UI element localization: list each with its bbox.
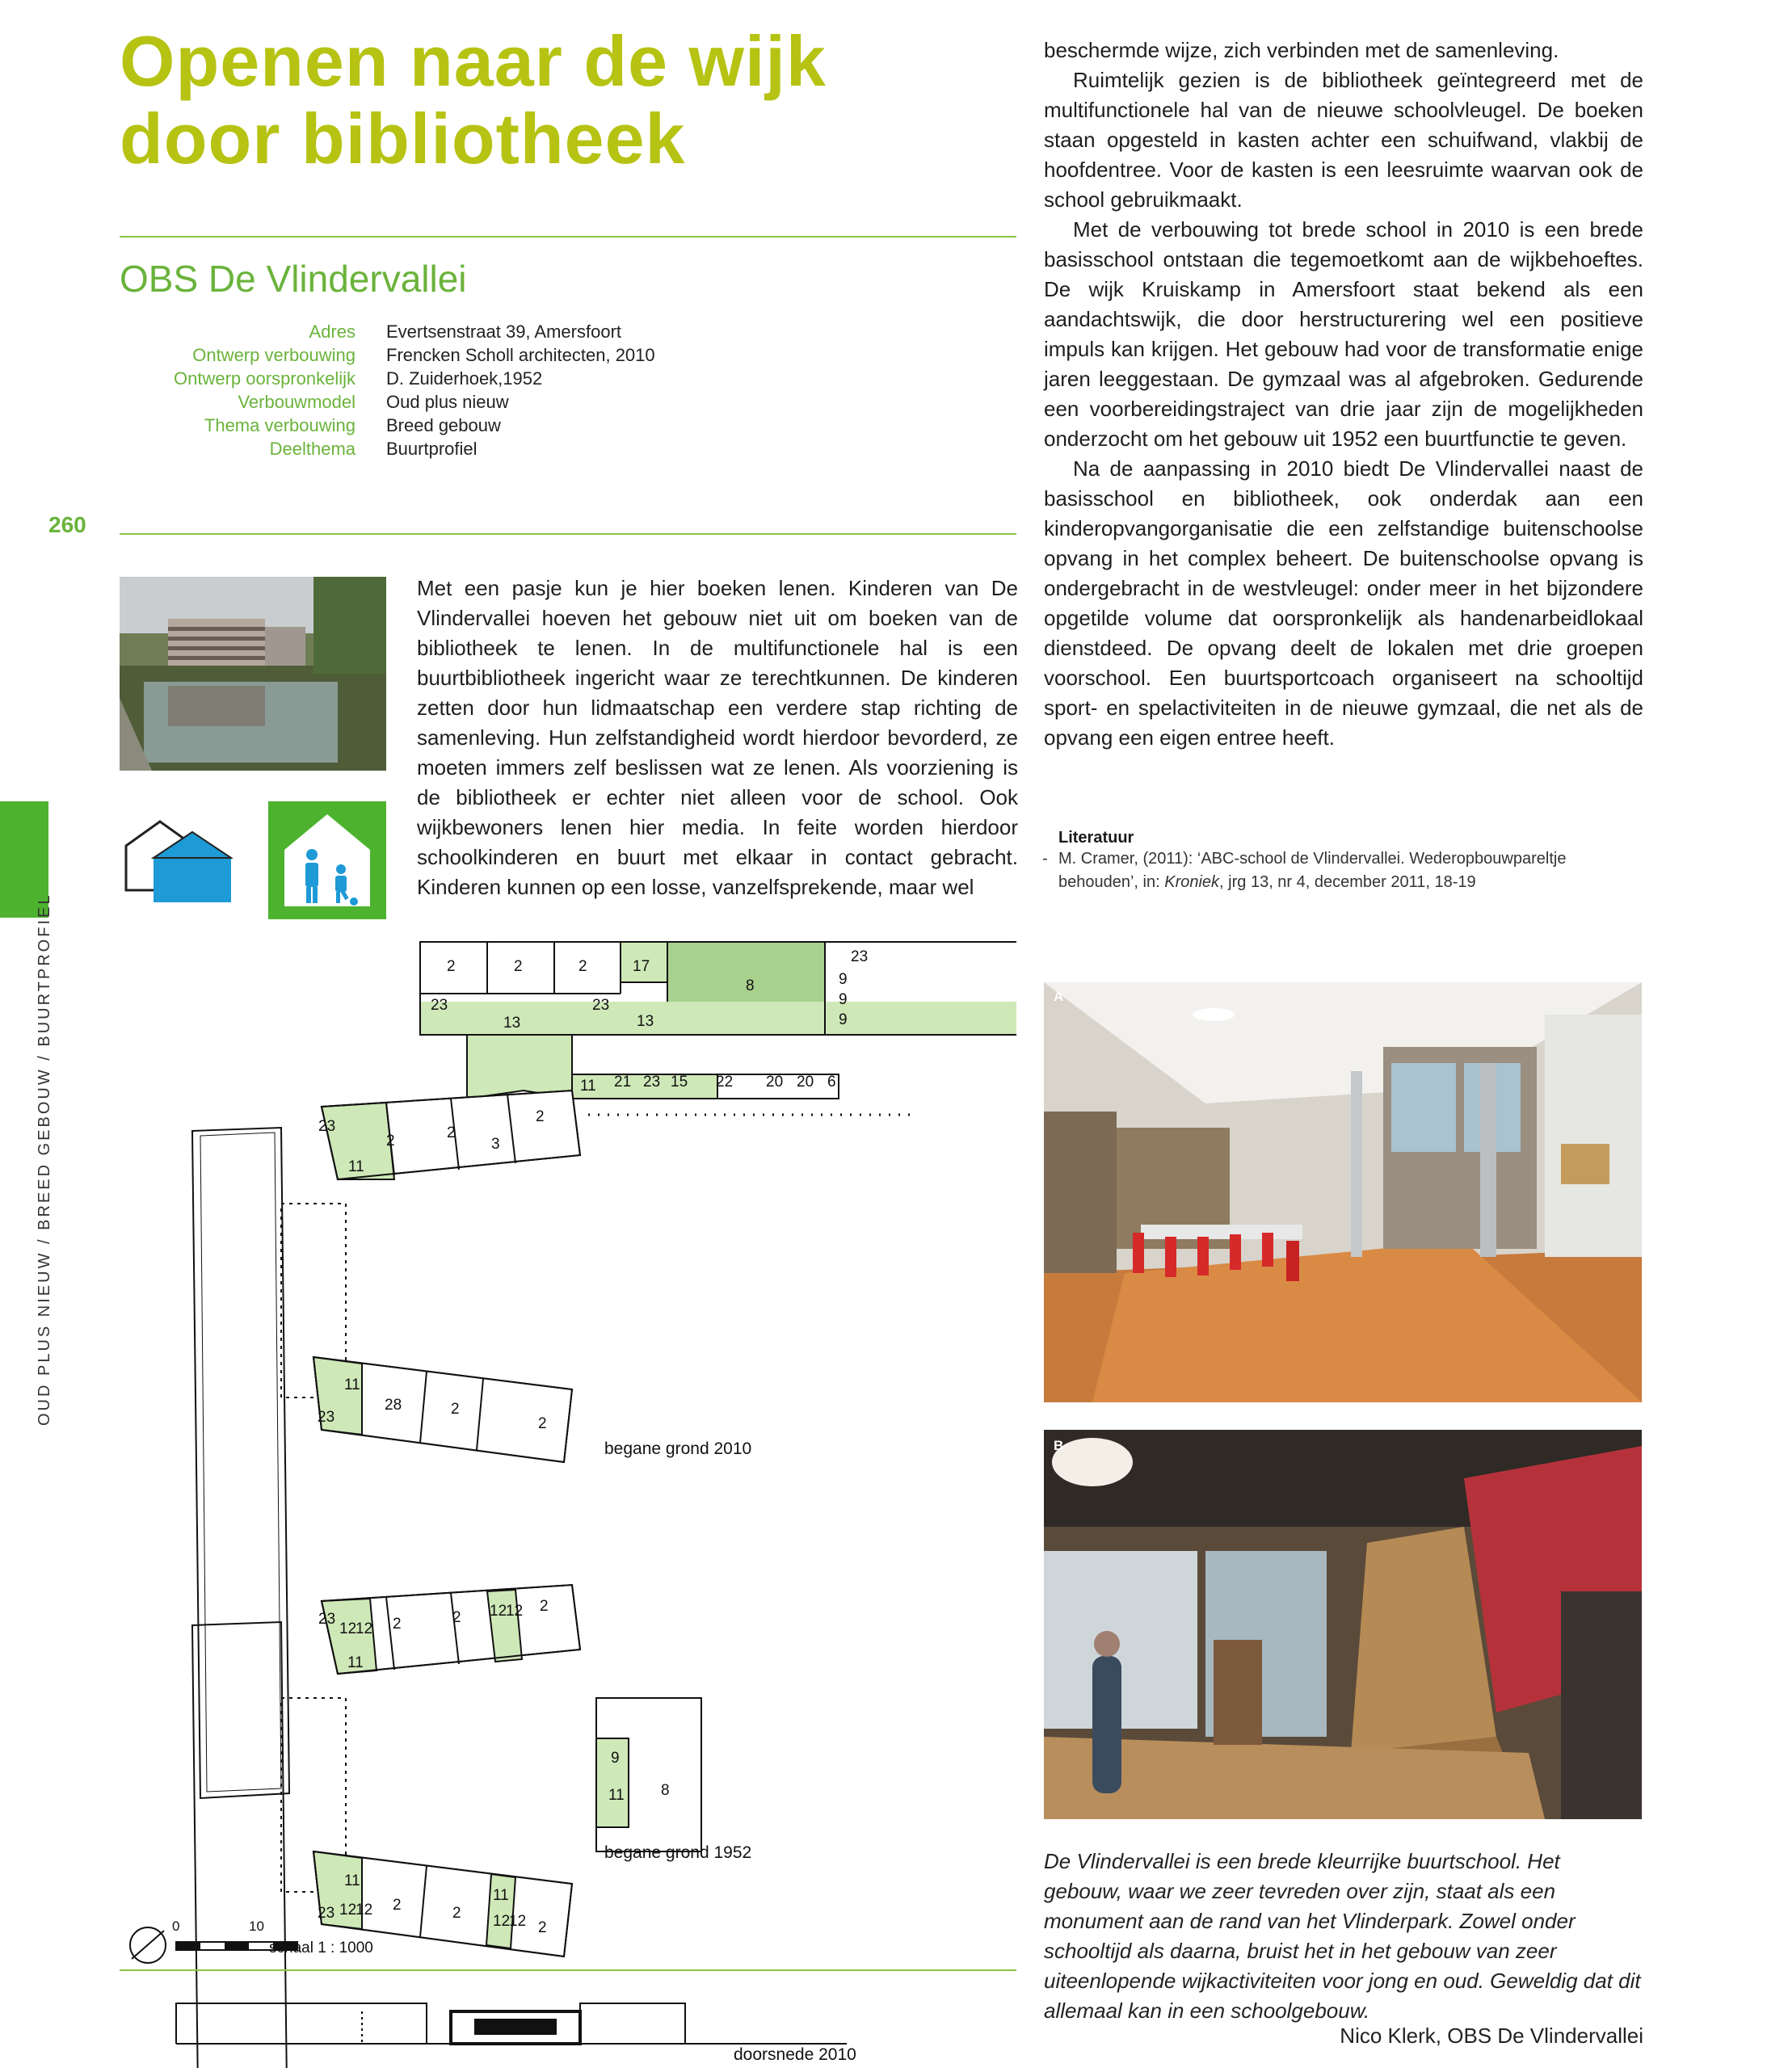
section-2010 — [176, 2003, 847, 2044]
literature-heading: Literatuur — [1058, 829, 1134, 847]
meta-value: Oud plus nieuw — [386, 392, 509, 412]
room-number: 2 — [578, 958, 587, 975]
meta-row — [120, 437, 1008, 460]
floor-plan-drawings — [120, 937, 1016, 2068]
literature-section — [1042, 829, 1643, 894]
room-number: 20 — [766, 1074, 784, 1091]
main-text-column — [1044, 36, 1643, 753]
room-number: 23 — [592, 997, 610, 1014]
room-number: 8 — [661, 1782, 670, 1799]
room-number: 11 — [344, 1376, 360, 1393]
project-metadata — [120, 320, 1008, 460]
room-number: 23 — [318, 1905, 335, 1922]
room-number: 23 — [318, 1611, 336, 1628]
room-number: 11 — [580, 1078, 596, 1095]
interior-photo-a — [1044, 982, 1642, 1402]
paragraph: Ruimtelijk gezien is de bibliotheek geïntegreerd met de multifunctionele hal van de nieuwe schoolvleugel. De boeken staan opgesteld in kasten achter een schuifwand, vlakbij de hoofdentree. Voor de kasten is een leesruimte waarvan ook de school gebruikmaakt. — [1044, 68, 1643, 212]
room-number: 8 — [746, 977, 755, 994]
literature-journal: Kroniek — [1164, 873, 1220, 891]
room-number: 15 — [671, 1074, 688, 1091]
room-number: 2 — [536, 1108, 545, 1125]
interior-photo-b — [1044, 1430, 1642, 1819]
room-number: 12 — [339, 1620, 357, 1637]
meta-label: Adres — [309, 322, 356, 342]
intro-paragraph — [417, 574, 1018, 902]
room-number: 13 — [637, 1013, 654, 1030]
photo-label-a: A — [1054, 989, 1064, 1004]
meta-value: Breed gebouw — [386, 415, 501, 435]
interior-photo-b-image — [1044, 1430, 1642, 1819]
room-number: 23 — [643, 1074, 661, 1091]
meta-row — [120, 414, 1008, 437]
paragraph: Na de aanpassing in 2010 biedt De Vlindervallei naast de basisschool en bibliotheek, ook onderdak aan een kinderopvangorganisatie die een zelfstandige buitenschoolse opvang in het complex beheert. De buitenschoolse opvang is ondergebracht in de westvleugel: onder meer in het bijzondere opgetilde volume dat oorspronkelijk als handenarbeidlokaal dienstdeed. De opvang deelt de lokalen met drie groepen voorschool. Een buurtsportcoach organiseert na schooltijd sport- en spelactiviteiten in de nieuwe gymzaal, die net als de opvang een eigen entree heeft. — [1044, 456, 1643, 750]
page-title — [120, 23, 1016, 178]
room-number: 9 — [839, 971, 848, 988]
room-number: 9 — [839, 1011, 848, 1028]
section-rule — [120, 1969, 1016, 1971]
meta-label: Deelthema — [269, 439, 356, 459]
room-number: 13 — [503, 1015, 521, 1032]
room-number: 20 — [797, 1074, 814, 1091]
meta-value: Evertsenstraat 39, Amersfoort — [386, 322, 622, 342]
testimonial-signature: Nico Klerk, OBS De Vlindervallei — [1340, 2024, 1643, 2048]
room-number: 2 — [452, 1905, 461, 1922]
meta-rule — [120, 533, 1016, 535]
room-number: 12 — [339, 1902, 357, 1919]
photo-label-b: B — [1054, 1438, 1064, 1453]
page-number: 260 — [48, 512, 86, 537]
north-arrow-icon — [130, 1927, 166, 1963]
room-number: 2 — [540, 1598, 549, 1615]
room-number: 2 — [451, 1401, 460, 1418]
meta-value: D. Zuiderhoek,1952 — [386, 368, 543, 389]
plan-label-2010: begane grond 2010 — [604, 1439, 752, 1458]
floor-plans — [120, 937, 1016, 2068]
scale-label: schaal 1 : 1000 — [269, 1940, 373, 1956]
room-number: 22 — [716, 1074, 734, 1091]
room-number: 23 — [318, 1409, 335, 1426]
scale-zero: 0 — [172, 1919, 180, 1934]
plan-label-section: doorsnede 2010 — [734, 2045, 856, 2064]
meta-row — [120, 320, 1008, 343]
room-number: 11 — [608, 1787, 625, 1804]
meta-value: Frencken Scholl architecten, 2010 — [386, 345, 655, 365]
meta-label: Thema verbouwing — [204, 415, 356, 435]
room-number: 11 — [344, 1872, 360, 1889]
interior-photo-a-image — [1044, 982, 1642, 1402]
room-number: 9 — [839, 991, 848, 1008]
room-number: 3 — [491, 1136, 500, 1153]
neighbourhood-profile-icon — [268, 801, 386, 919]
room-number: 23 — [431, 997, 448, 1014]
subtitle: OBS De Vlindervallei — [120, 258, 467, 300]
title-line-2: door bibliotheek — [120, 99, 686, 179]
room-number: 28 — [385, 1397, 402, 1414]
room-number: 12 — [509, 1913, 527, 1930]
room-number: 2 — [447, 1124, 456, 1141]
room-number: 12 — [490, 1603, 507, 1620]
paragraph: Met de verbouwing tot brede school in 2010 is een brede basisschool ontstaan die tegemoetkomt aan de wijkbehoeftes. De wijk Kruiskamp in Amersfoort staat bekend als een aandachtswijk, die door herstructurering wel een positieve impuls kan krijgen. Het gebouw had voor de transformatie enige jaren leeggestaan. De gymzaal was al afgebroken. Gedurende een voorbereidingstraject van drie jaar zijn de mogelijkheden onderzocht om het gebouw uit 1952 een buurtfunctie te geven. — [1044, 217, 1643, 451]
title-line-1: Openen naar de wijk — [120, 21, 827, 101]
room-number: 23 — [318, 1118, 336, 1135]
testimonial-quote: De Vlindervallei is een brede kleurrijke buurtschool. Het gebouw, waar we zeer tevreden over zijn, staat als een monument aan de rand van het Vlinderpark. Zowel onder schooltijd als daarna, bruist het in het gebouw van zeer uiteenlopende wijkactiviteiten voor jong en oud. Geweldig dat dit allemaal kan in een schoolgebouw. — [1044, 1849, 1641, 2023]
room-number: 2 — [538, 1919, 547, 1936]
plan-label-1952: begane grond 1952 — [604, 1843, 752, 1862]
paragraph: beschermde wijze, zich verbinden met de samenleving. — [1044, 38, 1559, 62]
intro-text: Met een pasje kun je hier boeken lenen. Kinderen van De Vlindervallei hoeven het gebouw niet uit om boeken van de bibliotheek te lenen. In de multifunctionele hal is een buurtbibliotheek ingericht waar ze terechtkunnen. De kinderen zetten door hun lidmaatschap een verdere stap richting de samenleving. Hun zelfstandigheid wordt hierdoor bevorderd, ze moeten immers zelf beslissen wat ze lenen. Als voorziening is de bibliotheek er echter niet alleen voor de school. Ook wijkbewoners lenen hier media. In feite worden hierdoor schoolkinderen en buurt met elkaar in contact gebracht. Kinderen kunnen op een losse, vanzelfsprekende, maar wel — [417, 576, 1018, 899]
literature-bullet: - — [1042, 850, 1048, 868]
room-number: 2 — [514, 958, 523, 975]
plan-2010 — [192, 942, 1016, 1798]
room-number: 2 — [447, 958, 456, 975]
meta-row — [120, 367, 1008, 390]
meta-label: Verbouwmodel — [238, 392, 356, 412]
side-category-label: OUD PLUS NIEUW / BREED GEBOUW / BUURTPROFIEL — [36, 893, 53, 1426]
room-number: 12 — [356, 1902, 373, 1919]
room-number: 12 — [493, 1913, 511, 1930]
room-number: 9 — [611, 1750, 620, 1767]
scale-ten: 10 — [249, 1919, 264, 1934]
room-number: 12 — [356, 1620, 373, 1637]
meta-value: Buurtprofiel — [386, 439, 478, 459]
room-number: 17 — [633, 958, 650, 975]
title-rule — [120, 236, 1016, 237]
room-number: 11 — [347, 1654, 364, 1671]
literature-citation: M. Cramer, (2011): ‘ABC-school de Vlindervallei. Wederopbouwpareltje behouden’, in: — [1058, 850, 1567, 891]
plan-1952 — [192, 1585, 701, 2068]
meta-label: Ontwerp verbouwing — [192, 345, 356, 365]
room-number: 2 — [538, 1415, 547, 1432]
meta-label: Ontwerp oorspronkelijk — [174, 368, 356, 389]
room-number: 2 — [393, 1897, 402, 1914]
building-photo — [120, 577, 386, 771]
literature-details: , jrg 13, nr 4, december 2011, 18-19 — [1219, 873, 1476, 891]
room-number: 2 — [386, 1133, 395, 1149]
meta-row — [120, 343, 1008, 367]
room-number: 23 — [851, 948, 869, 965]
literature-entry — [1042, 847, 1643, 894]
room-number: 2 — [452, 1609, 461, 1626]
building-photo-image — [120, 577, 386, 771]
meta-row — [120, 390, 1008, 414]
old-plus-new-icon — [120, 801, 233, 914]
room-number: 21 — [614, 1074, 632, 1091]
room-number: 12 — [506, 1603, 524, 1620]
room-number: 11 — [493, 1887, 509, 1904]
room-number: 6 — [827, 1074, 836, 1091]
room-number: 2 — [393, 1616, 402, 1633]
room-number: 11 — [348, 1158, 364, 1175]
